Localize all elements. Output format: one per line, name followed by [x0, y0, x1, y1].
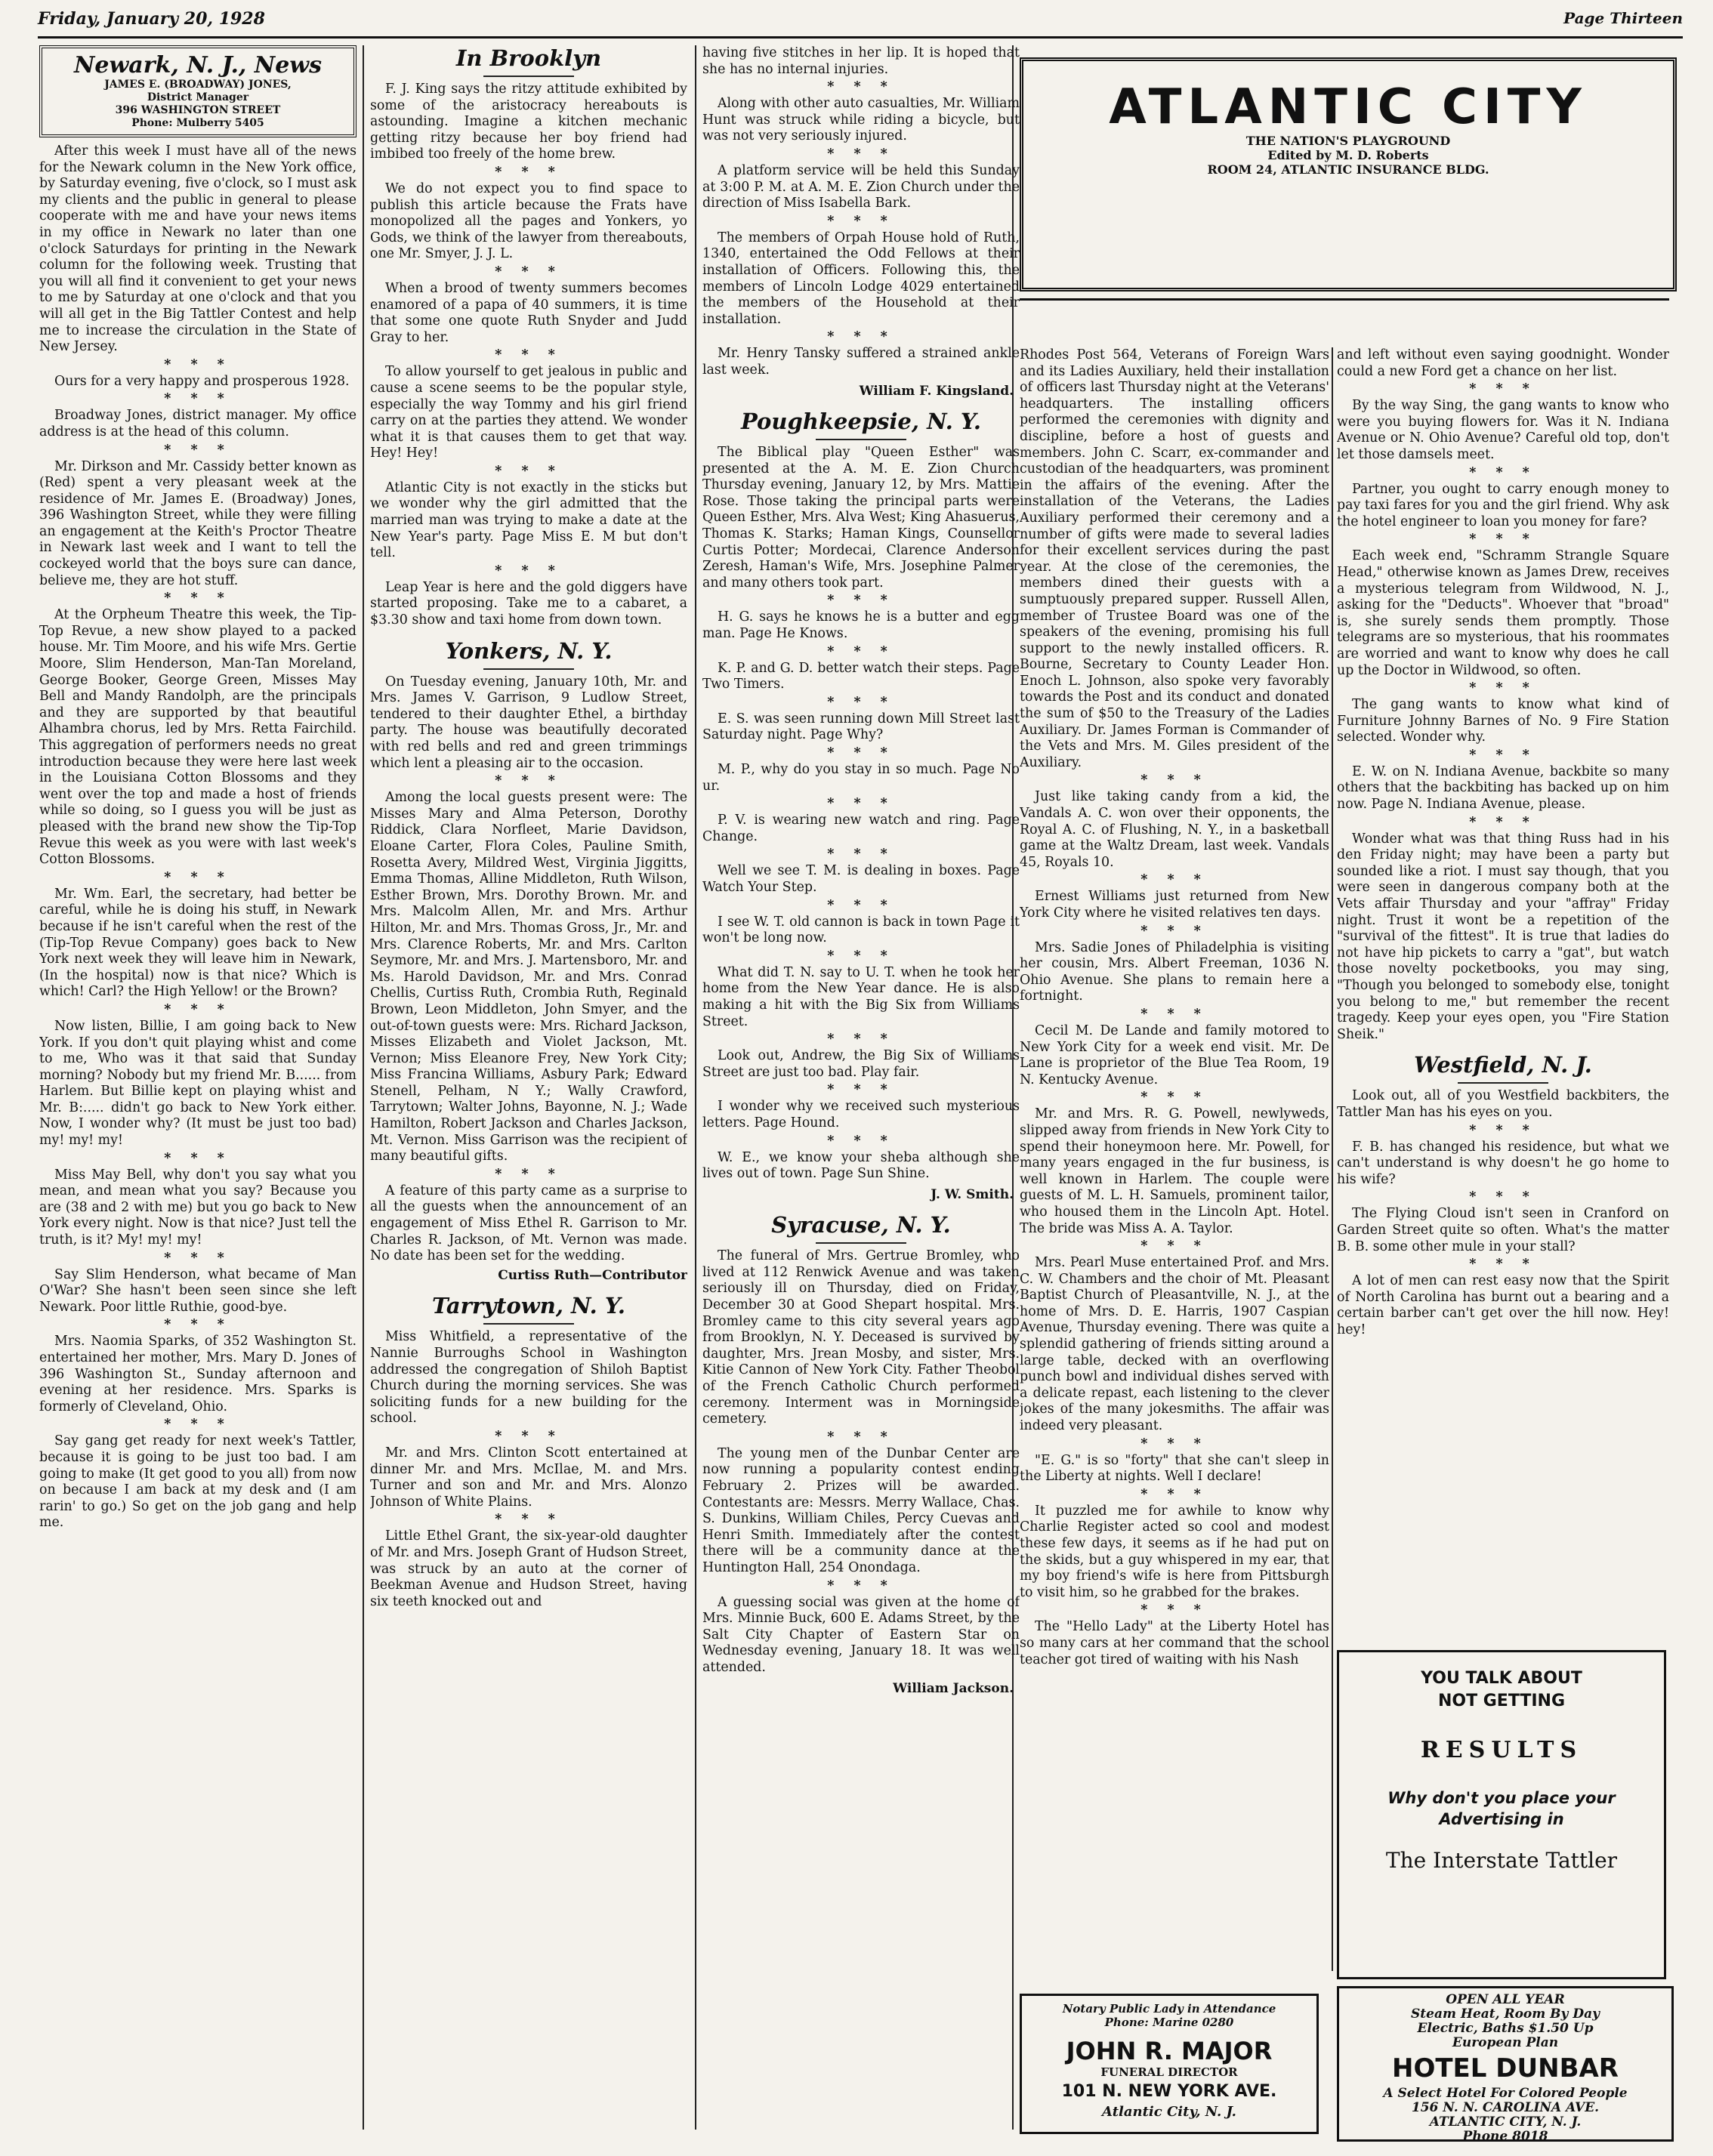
- separator-stars: * * *: [827, 796, 895, 812]
- hotel-advertisement: [1337, 1986, 1674, 2142]
- article-paragraph: F. J. King says the ritzy attitude exhibited by some of the aristocracy hereabouts is astounding. Imagine a kitchen mechanic getting ritzy because her boy friend had imbibed too freely of the home brew.: [370, 82, 687, 162]
- article-paragraph: When a brood of twenty summers becomes enamored of a papa of 40 summers, it is time that some one quote Ruth Snyder and Judd Gray to her.: [370, 280, 687, 345]
- separator-stars: * * *: [495, 773, 563, 789]
- issue-date: Friday, January 20, 1928: [38, 9, 265, 29]
- article-paragraph: The gang wants to know what kind of Furniture Johnny Barnes of No. 9 Fire Station selected. Wonder why.: [1337, 697, 1669, 745]
- article-paragraph: Mr. Henry Tansky suffered a strained ankle last week.: [702, 346, 1020, 378]
- contributor-signature: Curtiss Ruth—Contributor: [498, 1267, 687, 1283]
- article-paragraph: A platform service will be held this Sunday at 3:00 P. M. at A. M. E. Zion Church under the direction of Miss Isabella Bark.: [702, 162, 1020, 211]
- column-poughkeepsie-syracuse: [702, 45, 1020, 2137]
- newark-header-box: [39, 45, 356, 137]
- article-paragraph: Partner, you ought to carry enough money to pay taxi fares for you and the girl friend. Why ask the hotel engineer to loan you money for fare?: [1337, 481, 1669, 529]
- article-paragraph: Little Ethel Grant, the six-year-old daughter of Mr. and Mrs. Joseph Grant of Hudson Street, was struck by an auto at the corner of Beekman Avenue and Hudson Street, having six teeth knocked out and: [370, 1528, 687, 1609]
- article-paragraph: Look out, all of you Westfield backbiters, the Tattler Man has his eyes on you.: [1337, 1088, 1669, 1120]
- separator-stars: * * *: [1469, 381, 1537, 397]
- article-paragraph: Mr. Dirkson and Mr. Cassidy better known as (Red) spent a very pleasant week at the residence of Mr. James E. (Broadway) Jones, 396 Washington Street, while they were filling an engagement at the Keith's Proctor Theatre in Newark last week and I want to tell the cockeyed world that the boys sure can dance, believe me, they are hot stuff.: [39, 458, 356, 588]
- article-paragraph: The members of Orpah House hold of Ruth, 1340, entertained the Odd Fellows at their installation of Officers. Following this, the members of Lincoln Lodge 4029 entertained the members of the Household at their installation.: [702, 230, 1020, 327]
- ad-headline: RESULTS: [1420, 1737, 1583, 1763]
- article-paragraph: To allow yourself to get jealous in public and cause a scene seems to be the popular style, especially the way Tommy and his girl friend carry on at the parties they attend. We wonder what it is that causes them to get that way. Hey! Hey!: [370, 364, 687, 461]
- article-paragraph: At the Orpheum Theatre this week, the Tip-Top Revue, a new show played to a packed house. Mr. Tim Moore, and his wife Mrs. Gertie Moore, Slim Henderson, Man-Tan Moreland, George Booker, George Green, Misses May Bell and Mandy Randolph, are the principals and they are supported by that beautiful Alhambra chorus, led by Mrs. Retta Fairchild. This aggregation of performers needs no great introduction because they were here last week in the Louisiana Cotton Blossoms and they went over the top and made a host of friends while so doing, so I guess you will be just as pleased with the brand new show the Tip-Top Revue this week as you were with last week's Cotton Blossoms.: [39, 607, 356, 868]
- ad-line: A Select Hotel For Colored People: [1383, 2086, 1628, 2101]
- article-paragraph: The Biblical play "Queen Esther" was presented at the A. M. E. Zion Church Thursday evening, January 12, by Mrs. Mattie Rose. Those taking the principal parts were Queen Esther, Mrs. Alva West; King Ahasuerus, Thomas K. Starks; Haman Kings, Counsellor Curtis Potter; Mordecai, Clarence Anderson Zeresh, Haman's Wife, Mrs. Josephine Palmer and many others took part.: [702, 445, 1020, 591]
- ad-line: OPEN ALL YEAR: [1446, 1992, 1565, 2007]
- separator-stars: * * *: [495, 1166, 563, 1182]
- article-paragraph: E. S. was seen running down Mill Street last Saturday night. Page Why?: [702, 711, 1020, 743]
- separator-stars: * * *: [1469, 1189, 1537, 1205]
- article-paragraph: Each week end, "Schramm Strangle Square Head," otherwise known as James Drew, receives a mysterious telegram from Wildwood, N. J., asking for the "Deducts". Whoever that "broad" is, she surely sends them promptly. Those telegrams are so mysterious, that his roommates are worried and want to know why does he call up the Doctor in Wildwood, so often.: [1337, 548, 1669, 678]
- article-paragraph: By the way Sing, the gang wants to know who were you buying flowers for. Was it N. Indiana Avenue or N. Ohio Avenue? Careful old top, don't let those damsels meet.: [1337, 398, 1669, 462]
- column-atlantic-city-2: [1337, 347, 1669, 1639]
- atlantic-city-editor: Edited by M. D. Roberts: [1267, 148, 1429, 162]
- article-paragraph: Miss May Bell, why don't you say what you mean, and mean what you say? Because you are (38 and 2 with me) but you go back to New York every night. Now is that nice? Just tell the truth, is it? My! my! my!: [39, 1167, 356, 1248]
- funeral-director-advertisement: [1020, 1994, 1319, 2134]
- article-paragraph: Mr. and Mrs. Clinton Scott entertained at dinner Mr. and Mrs. McIlae, M. and Mrs. Turner and son and Mr. and Mrs. Alonzo Johnson of White Plains.: [370, 1445, 687, 1510]
- article-paragraph: The "Hello Lady" at the Liberty Hotel has so many cars at her command that the school teacher got tired of waiting with his Nash: [1020, 1619, 1329, 1667]
- atlantic-city-office: ROOM 24, ATLANTIC INSURANCE BLDG.: [1207, 162, 1489, 177]
- separator-stars: * * *: [827, 643, 895, 659]
- column-rule: [363, 45, 364, 2130]
- ad-line: FUNERAL DIRECTOR: [1100, 2065, 1238, 2079]
- ad-line: ATLANTIC CITY, N. J.: [1429, 2114, 1582, 2130]
- article-paragraph: Mrs. Sadie Jones of Philadelphia is visiting her cousin, Mrs. Albert Freeman, 1036 N. Ohio Avenue. She plans to remain here a fortnight.: [1020, 939, 1329, 1004]
- separator-stars: * * *: [1469, 532, 1537, 547]
- separator-stars: * * *: [827, 745, 895, 760]
- article-paragraph: Miss Whitfield, a representative of the Nannie Burroughs School in Washington addressed the congregation of Shiloh Baptist Church during the morning services. She was soliciting funds for a new building for the school.: [370, 1329, 687, 1427]
- ad-line: Why don't you place your: [1387, 1789, 1616, 1807]
- separator-stars: * * *: [827, 1578, 895, 1593]
- section-title-brooklyn: In Brooklyn: [370, 45, 687, 77]
- separator-stars: * * *: [1469, 1257, 1537, 1272]
- separator-stars: * * *: [1140, 872, 1208, 888]
- article-paragraph: We do not expect you to find space to publish this article because the Frats have monopolized all the pages and Yonkers, yo Gods, we think of the lawyer from thereabouts, one Mr. Smyer, J. J. L.: [370, 180, 687, 262]
- newark-title: Newark, N. J., News: [73, 52, 323, 79]
- article-paragraph: W. E., we know your sheba although she lives out of town. Page Sun Shine.: [702, 1149, 1020, 1182]
- article-paragraph: The young men of the Dunbar Center are now running a popularity contest ending February 2. Prizes will be awarded. Contestants are: Messrs. Merry Wallace, Chas. S. Dunkins, William Chiles, Percy Cuevas and Henri Smith. Immediately after the contest there will be a community dance at the Huntington Hall, 254 Onondaga.: [702, 1445, 1020, 1575]
- section-title-syracuse: Syracuse, N. Y.: [702, 1212, 1020, 1244]
- separator-stars: * * *: [164, 1001, 232, 1017]
- article-paragraph: having five stitches in her lip. It is hoped that she has no internal injuries.: [702, 45, 1020, 77]
- article-paragraph: A guessing social was given at the home of Mrs. Minnie Buck, 600 E. Adams Street, by the Salt City Chapter of Eastern Star on Wednesday evening, January 18. It was well attended.: [702, 1594, 1020, 1675]
- article-paragraph: The Flying Cloud isn't seen in Cranford on Garden Street quite so often. What's the matter B. B. some other mule in your stall?: [1337, 1206, 1669, 1254]
- separator-stars: * * *: [1140, 1602, 1208, 1618]
- column-brooklyn-yonkers: [370, 45, 687, 2137]
- ad-line: European Plan: [1452, 2035, 1559, 2050]
- separator-stars: * * *: [1469, 747, 1537, 763]
- separator-stars: * * *: [495, 563, 563, 578]
- article-paragraph: Wonder what was that thing Russ had in his den Friday night; may have been a party but sounded like a riot. I must say though, that you were seen in dangerous company both at the Vets affair Thursday and your "affray" Friday night. Trust it wont be a repetition of the "survival of the fittest". It is true that ladies do not have hip pickets to carry a "gat", but watch those novelty pocketbooks, you may sing, "Though you belonged to somebody else, tonight you belong to me," but remember the recent tragedy. Keep your eyes open, you "Fire Station Sheik.": [1337, 831, 1669, 1042]
- article-paragraph: Say Slim Henderson, what became of Man O'War? She hasn't been seen since she left Newark. Poor little Ruthie, good-bye.: [39, 1266, 356, 1315]
- separator-stars: * * *: [495, 164, 563, 180]
- separator-stars: * * *: [1140, 1486, 1208, 1502]
- article-paragraph: "E. G." is so "forty" that she can't sleep in the Liberty at nights. Well I declare!: [1020, 1452, 1329, 1485]
- article-paragraph: Mr. and Mrs. R. G. Powell, newlyweds, slipped away from friends in New York City to spend their honeymoon here. Mr. Powell, for many years engaged in the fur business, is well known in Harlem. The couple were guests of M. L. H. Samuels, prominent tailor, who housed them in the Lincoln Apt. Hotel. The bride was Miss A. A. Taylor.: [1020, 1106, 1329, 1236]
- atlantic-city-title: ATLANTIC CITY: [1109, 79, 1588, 135]
- ad-line: Phone: Marine 0280: [1104, 2016, 1234, 2029]
- article-paragraph: On Tuesday evening, January 10th, Mr. and Mrs. James V. Garrison, 9 Ludlow Street, tendered to their daughter Ethel, a birthday party. The house was beautifully decorated with red bells and red and green trimmings which lent a pleasing air to the occasion.: [370, 674, 687, 771]
- article-paragraph: Well we see T. M. is dealing in boxes. Page Watch Your Step.: [702, 863, 1020, 895]
- separator-stars: * * *: [1469, 680, 1537, 696]
- separator-stars: * * *: [827, 694, 895, 710]
- article-paragraph: The funeral of Mrs. Gertrue Bromley, who lived at 112 Renwick Avenue and was taken seriously ill on Thursday, died on Friday, December 30 at Good Shepart hospital. Mrs. Bromley came to this city several years ago from Brooklyn, N. Y. Deceased is survived by daughter, Mrs. Jrean Mosby, and sister, Mrs. Kitie Cannon of New York City. Father Theobol of the French Catholic Church performed ceremony. Interment was in Morningside cemetery.: [702, 1248, 1020, 1427]
- page-number: Page Thirteen: [1563, 9, 1683, 27]
- article-paragraph: Mrs. Pearl Muse entertained Prof. and Mrs. C. W. Chambers and the choir of Mt. Pleasant Baptist Church of Pleasantville, N. J., at the home of Mrs. D. E. Harris, 1907 Caspian Avenue, Thursday evening. There was quite a splendid gathering of friends sitting around a large table, decked with an overflowing punch bowl and individual dishes served with a delicate repast, each listening to the clever jokes of the many jokesmiths. The affair was indeed very pleasant.: [1020, 1255, 1329, 1434]
- ad-name: HOTEL DUNBAR: [1392, 2053, 1619, 2084]
- contributor-signature: William Jackson.: [893, 1680, 1014, 1696]
- separator-stars: * * *: [1140, 1436, 1208, 1451]
- atlantic-city-masthead: [1020, 57, 1677, 291]
- ad-line: 156 N. N. CAROLINA AVE.: [1411, 2100, 1600, 2115]
- separator-stars: * * *: [1469, 1122, 1537, 1138]
- ad-name: JOHN R. MAJOR: [1066, 2037, 1273, 2065]
- section-title-westfield: Westfield, N. J.: [1337, 1052, 1669, 1084]
- separator-stars: * * *: [1140, 1006, 1208, 1022]
- separator-stars: * * *: [1469, 814, 1537, 830]
- separator-stars: * * *: [164, 356, 232, 372]
- separator-stars: * * *: [827, 146, 895, 162]
- separator-stars: * * *: [495, 1512, 563, 1528]
- article-paragraph: M. P., why do you stay in so much. Page No ur.: [702, 762, 1020, 794]
- contributor-signature: William F. Kingsland.: [859, 383, 1014, 399]
- ad-line: Steam Heat, Room By Day: [1411, 2006, 1600, 2022]
- article-paragraph: After this week I must have all of the news for the Newark column in the New York office, by Saturday evening, five o'clock, so I must ask my clients and the public in general to please cooperate with me and have your news items in my office in Newark no later than one o'clock Saturdays for printing in the Newark column for the following week. Trusting that you will all find it convenient to get your news to me by Saturday at one o'clock and that you will all get in the Big Tattler Contest and help me to increase the circulation in the State of New Jersey.: [39, 143, 356, 355]
- separator-stars: * * *: [1140, 773, 1208, 788]
- newark-line: Phone: Mulberry 5405: [131, 117, 264, 129]
- newark-line: District Manager: [147, 91, 249, 103]
- column-rule: [695, 45, 696, 2130]
- ad-line: Phone 8018: [1462, 2129, 1548, 2144]
- column-rule: [1332, 347, 1333, 1971]
- article-paragraph: Broadway Jones, district manager. My office address is at the head of this column.: [39, 408, 356, 440]
- newark-line: JAMES E. (BROADWAY) JONES,: [104, 79, 292, 91]
- atlantic-city-subtitle: THE NATION'S PLAYGROUND: [1245, 134, 1451, 148]
- article-paragraph: Say gang get ready for next week's Tattler, because it is going to be just too bad. I am going to make (It get good to you all) from now on because I am back at my desk and (I am rarin' to go.) So get on the job gang and help me.: [39, 1433, 356, 1531]
- article-paragraph: Among the local guests present were: The Misses Mary and Alma Peterson, Dorothy Riddick, Clara Norfleet, Marie Davidson, Eloane Carter, Flora Coles, Pauline Smith, Rosetta Avery, Mildred West, Virginia Jiggitts, Emma Thomas, Alline Middleton, Ruth Wilson, Esther Brown, Mrs. Dorothy Brown. Mr. and Mrs. Malcolm Allen, Mr. and Mrs. Arthur Hilton, Mr. and Mrs. Thomas Gross, Jr., Mr. and Mrs. Clarence Roberts, Mr. and Mrs. Carlton Seymore, Mr. and Mrs. J. Martensboro, Mr. and Ms. Harold Davidson, Mr. and Mrs. Conrad Chellis, Curtiss Ruth, Crombia Ruth, Reginald Brown, Leon Middleton, John Smyer, and the out-of-town guests were: Mrs. Richard Jackson, Misses Elizabeth and Violet Jackson, Mt. Vernon; Miss Eleanore Frey, New York City; Miss Francina Williams, Asbury Park; Edward Stenell, Pelham, N Y.; Wally Crawford, Tarrytown; Walter Johns, Bayonne, N. J.; Wade Hamilton, Robert Jackson and Charles Jackson, Mt. Vernon. Miss Garrison was the recipient of many beautiful gifts.: [370, 790, 687, 1164]
- separator-stars: * * *: [164, 442, 232, 458]
- separator-stars: * * *: [164, 1250, 232, 1266]
- separator-stars: * * *: [495, 347, 563, 363]
- separator-stars: * * *: [164, 869, 232, 885]
- article-paragraph: Ours for a very happy and prosperous 1928.: [54, 373, 350, 389]
- separator-stars: * * *: [827, 329, 895, 345]
- separator-stars: * * *: [495, 1428, 563, 1444]
- separator-stars: * * *: [827, 897, 895, 913]
- separator-stars: * * *: [827, 1429, 895, 1445]
- article-paragraph: I wonder why we received such mysterious letters. Page Hound.: [702, 1099, 1020, 1130]
- ad-paper-name: The Interstate Tattler: [1385, 1848, 1618, 1873]
- separator-stars: * * *: [827, 948, 895, 964]
- article-paragraph: Mrs. Naomia Sparks, of 352 Washington St. entertained her mother, Mrs. Mary D. Jones of 396 Washington St., Sunday afternoon and evening at her residence. Mrs. Sparks is formerly of Cleveland, Ohio.: [39, 1334, 356, 1414]
- separator-stars: * * *: [164, 591, 232, 606]
- page-header: [38, 6, 1683, 39]
- separator-stars: * * *: [827, 1133, 895, 1149]
- contributor-signature: J. W. Smith.: [931, 1186, 1014, 1202]
- separator-stars: * * *: [827, 213, 895, 229]
- article-paragraph: and left without even saying goodnight. Wonder could a new Ford get a chance on her list.: [1337, 347, 1669, 379]
- section-title-poughkeepsie: Poughkeepsie, N. Y.: [702, 409, 1020, 440]
- separator-stars: * * *: [495, 463, 563, 479]
- separator-stars: * * *: [164, 1150, 232, 1166]
- newark-line: 396 WASHINGTON STREET: [115, 104, 281, 116]
- article-paragraph: Ernest Williams just returned from New York City where he visited relatives ten days.: [1020, 889, 1329, 921]
- separator-stars: * * *: [1140, 1238, 1208, 1254]
- ad-address: 101 N. NEW YORK AVE.: [1061, 2082, 1277, 2101]
- article-paragraph: Leap Year is here and the gold diggers have started proposing. Take me to a cabaret, a $3.30 show and taxi home from down town.: [370, 579, 687, 628]
- article-paragraph: Rhodes Post 564, Veterans of Foreign Wars and its Ladies Auxiliary, held their installation of officers last Thursday night at the Veterans' headquarters. The installing officers performed the ceremonies with dignity and discipline, before a host of guests and members. John C. Scarr, ex-commander and custodian of the headquarters, was prominent in the affairs of the evening. After the installation of the Veterans, the Ladies Auxiliary performed their ceremony and a number of gifts were made to several ladies for their excellent services during the past year. At the close of the ceremonies, the members dined their guests with a sumptuously prepared supper. Russell Allen, member of Trustee Board was one of the speakers of the evening, promising his full support to the newly installed officers. R. Bourne, Secretary to County Leader Hon. Enoch L. Johnson, also spoke very favorably towards the Post and its conduct and donated the sum of $50 to the Treasury of the Ladies Auxiliary. Dr. James Forman is Commander of the Vets and Mrs. M. Giles president of the Auxiliary.: [1020, 347, 1329, 770]
- separator-stars: * * *: [827, 847, 895, 862]
- separator-stars: * * *: [827, 1032, 895, 1047]
- article-paragraph: K. P. and G. D. better watch their steps. Page Two Timers.: [702, 660, 1020, 692]
- results-advertisement: [1337, 1650, 1666, 1979]
- separator-stars: * * *: [827, 1082, 895, 1098]
- ad-city: Atlantic City, N. J.: [1102, 2104, 1236, 2120]
- separator-stars: * * *: [164, 1317, 232, 1333]
- article-paragraph: E. W. on N. Indiana Avenue, backbite so many others that the backbiting has backed up on him now. Page N. Indiana Avenue, please.: [1337, 763, 1669, 813]
- ad-line: NOT GETTING: [1437, 1692, 1566, 1710]
- article-paragraph: A lot of men can rest easy now that the Spirit of North Carolina has burnt out a bearing and a certain barber can't get over the hill now. Hey! hey!: [1337, 1273, 1669, 1337]
- article-paragraph: H. G. says he knows he is a butter and egg man. Page He Knows.: [702, 609, 1020, 642]
- separator-stars: * * *: [1140, 923, 1208, 939]
- article-paragraph: F. B. has changed his residence, but what we can't understand is why doesn't he go home to his wife?: [1337, 1139, 1669, 1187]
- separator-stars: * * *: [827, 79, 895, 95]
- section-title-tarrytown: Tarrytown, N. Y.: [370, 1293, 687, 1325]
- separator-stars: * * *: [1140, 1090, 1208, 1106]
- column-atlantic-city-1: [1020, 347, 1329, 1979]
- article-paragraph: Now listen, Billie, I am going back to New York. If you don't quit playing whist and come to me, Who was it that said that Sunday morning? Nobody but my friend Mr. B...... from Harlem. But Billie kept on playing whist and Mr. B:..... didn't go back to New York either. Now, I wonder why? (It must be just too bad) my! my! my!: [39, 1018, 356, 1149]
- separator-stars: * * *: [1469, 464, 1537, 480]
- article-paragraph: Along with other auto casualties, Mr. William Hunt was struck while riding a bicycle, but was not very seriously injured.: [702, 96, 1020, 144]
- article-paragraph: Look out, Andrew, the Big Six of Williams Street are just too bad. Play fair.: [702, 1048, 1020, 1080]
- article-paragraph: Just like taking candy from a kid, the Vandals A. C. won over their opponents, the Royal A. C. of Flushing, N. Y., in a basketball game at the Waltz Dream, last week. Vandals 45, Royals 10.: [1020, 789, 1329, 870]
- article-paragraph: A feature of this party came as a surprise to all the guests when the announcement of an engagement of Miss Ethel R. Garrison to Mr. Charles R. Jackson, of Mt. Vernon was made. No date has been set for the wedding.: [370, 1183, 687, 1264]
- separator-stars: * * *: [164, 1417, 232, 1433]
- ad-line: Advertising in: [1439, 1810, 1564, 1828]
- ad-line: Notary Public Lady in Attendance: [1062, 2002, 1276, 2016]
- separator-stars: * * *: [164, 391, 232, 407]
- article-paragraph: I see W. T. old cannon is back in town Page it won't be long now.: [702, 914, 1020, 946]
- masthead-rule: [1020, 298, 1669, 301]
- ad-line: YOU TALK ABOUT: [1421, 1669, 1582, 1688]
- separator-stars: * * *: [827, 593, 895, 609]
- article-paragraph: Atlantic City is not exactly in the sticks but we wonder why the girl admitted that the married man was trying to make a date at the New Year's party. Page Miss E. M but don't tell.: [370, 480, 687, 561]
- column-newark: [39, 45, 356, 2137]
- article-paragraph: What did T. N. say to U. T. when he took her home from the New Year dance. He is also making a hit with the Big Six from Williams Street.: [702, 964, 1020, 1029]
- separator-stars: * * *: [495, 264, 563, 279]
- article-paragraph: It puzzled me for awhile to know why Charlie Register acted so cool and modest these few days, it seems as if he had put on the skids, but a guy whispered in my ear, that my boy friend's wife is here from Pittsburgh to visit him, so he grabbed for the brakes.: [1020, 1503, 1329, 1600]
- article-paragraph: P. V. is wearing new watch and ring. Page Change.: [702, 813, 1020, 844]
- article-paragraph: Cecil M. De Lande and family motored to New York City for a week end visit. Mr. De Lane is proprietor of the Blue Tea Room, 19 N. Kentucky Avenue.: [1020, 1022, 1329, 1087]
- article-paragraph: Mr. Wm. Earl, the secretary, had better be careful, while he is doing his stuff, in Newark because if he isn't careful when the rest of the (Tip-Top Revue Company) goes back to New York next week they will leave him in Newark, (In the hospital) now is that nice? Which is which! Carl? the High Yellow! or the Brown?: [39, 886, 356, 1000]
- ad-line: Electric, Baths $1.50 Up: [1417, 2021, 1594, 2036]
- section-title-yonkers: Yonkers, N. Y.: [370, 638, 687, 670]
